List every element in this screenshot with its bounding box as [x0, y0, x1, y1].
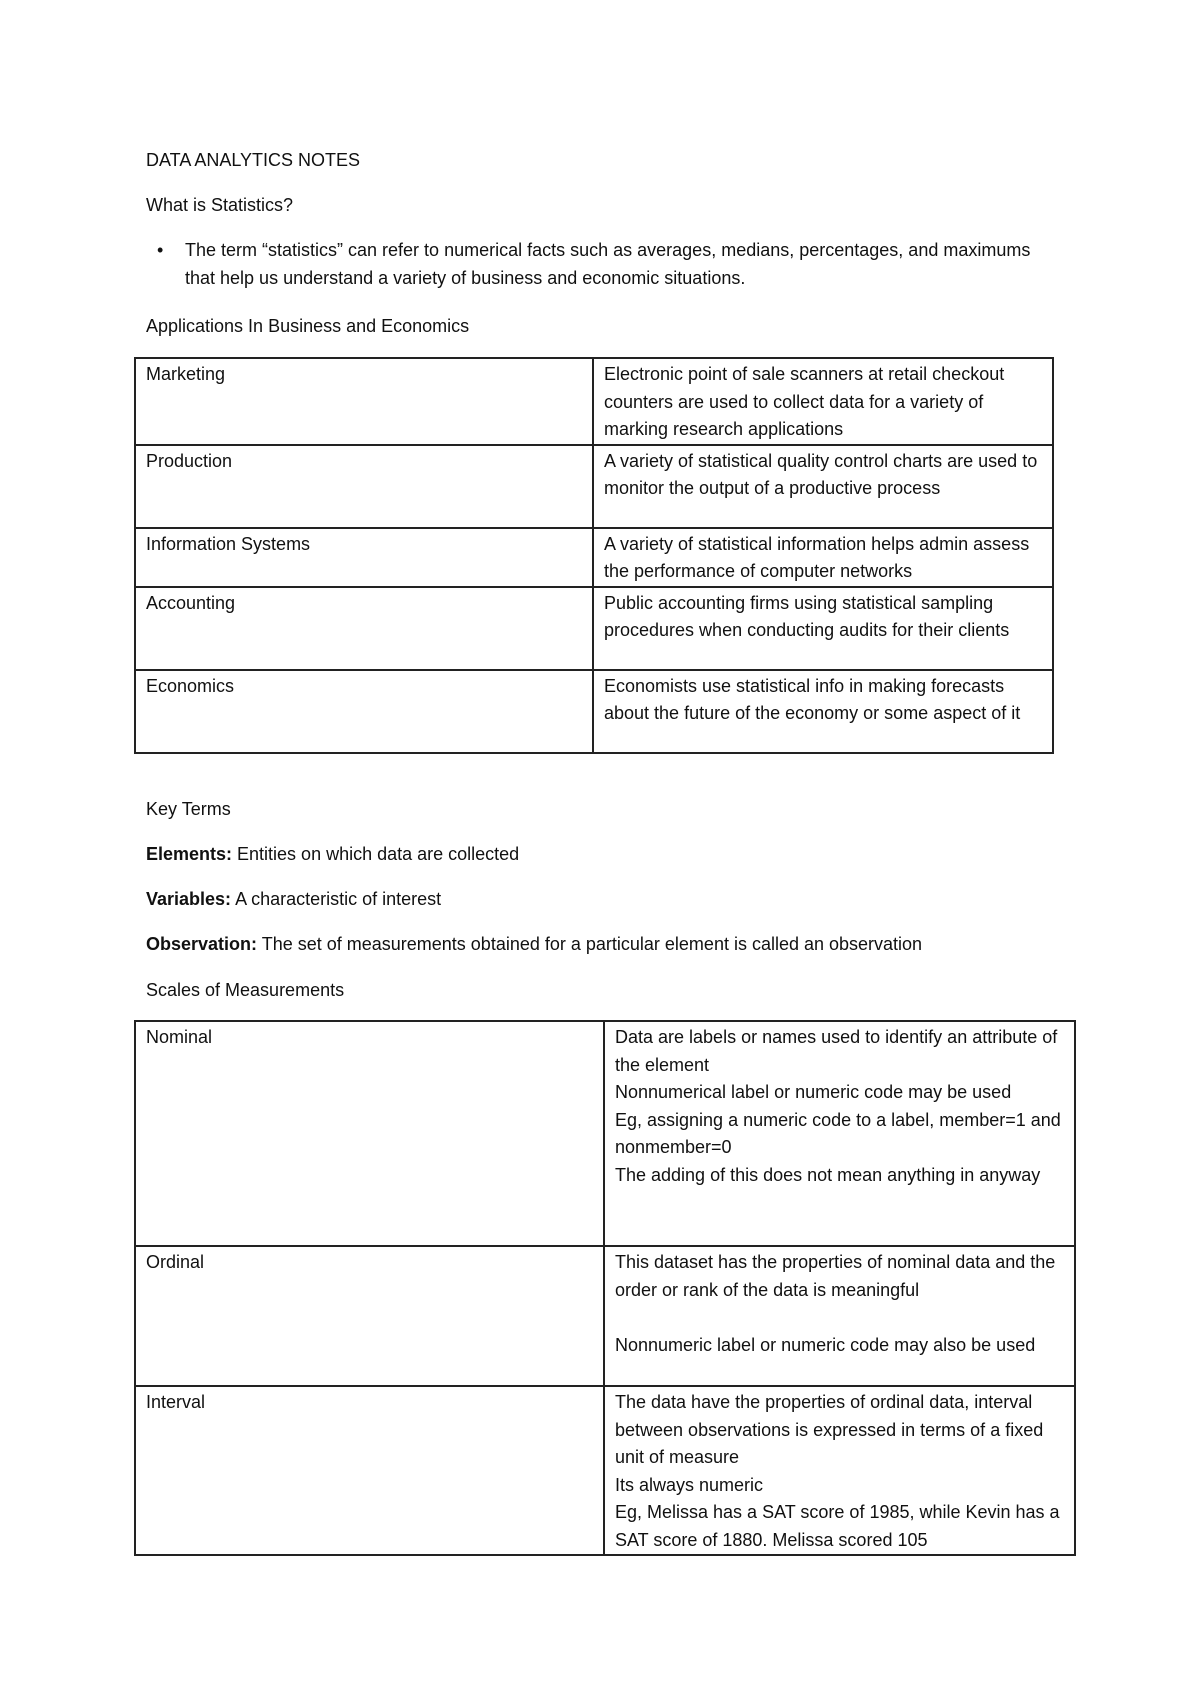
table-cell-scale-name: Interval [135, 1386, 604, 1555]
term-text: A characteristic of interest [231, 889, 442, 909]
table-cell-scale-name: Nominal [135, 1021, 604, 1246]
bullet-icon: • [157, 240, 164, 260]
section-heading-key-terms: Key Terms [146, 799, 231, 819]
term-label: Elements: [146, 844, 233, 864]
table-row [135, 1246, 1075, 1386]
section-heading-what-is-statistics: What is Statistics? [146, 195, 294, 215]
table-cell-scale-name: Ordinal [135, 1246, 604, 1386]
section-heading-scales: Scales of Measurements [146, 980, 345, 1000]
table-cell-field: Marketing [135, 358, 593, 445]
table-cell-description: A variety of statistical quality control charts are used to monitor the output of a productive process [593, 445, 1053, 528]
key-term-variables [146, 885, 441, 913]
table-cell-scale-description: The data have the properties of ordinal data, interval between observations is expressed in terms of a fixed unit of measure Its always numeric Eg, Melissa has a SAT score of 1985, while Kevin has a SAT score of 1880. Melissa scored 105 [604, 1386, 1075, 1555]
table-cell-field: Economics [135, 670, 593, 753]
table-cell-field: Production [135, 445, 593, 528]
table-cell-field: Accounting [135, 587, 593, 670]
term-text: The set of measurements obtained for a particular element is called an observation [257, 934, 923, 954]
table-cell-description: A variety of statistical information helps admin assess the performance of computer networks [593, 528, 1053, 587]
table-row [135, 445, 1053, 528]
key-term-observation [146, 930, 922, 958]
table-row [135, 528, 1053, 587]
table-row [135, 670, 1053, 753]
table-row [135, 1386, 1075, 1555]
scales-table [134, 1020, 1076, 1556]
term-label: Observation: [146, 934, 258, 954]
table-cell-description: Electronic point of sale scanners at retail checkout counters are used to collect data for a variety of marking research applications [593, 358, 1053, 445]
term-label: Variables: [146, 889, 232, 909]
table-row [135, 1021, 1075, 1246]
table-row [135, 358, 1053, 445]
table-cell-description: Public accounting firms using statistical sampling procedures when conducting audits for their clients [593, 587, 1053, 670]
table-cell-field: Information Systems [135, 528, 593, 587]
table-row [135, 587, 1053, 670]
key-term-elements [146, 840, 519, 868]
bullet-item [157, 236, 1045, 292]
bullet-text: The term “statistics” can refer to numerical facts such as averages, medians, percentages, and maximums that help us understand a variety of business and economic situations. [185, 240, 1031, 288]
table-cell-description: Economists use statistical info in making forecasts about the future of the economy or some aspect of it [593, 670, 1053, 753]
section-heading-applications: Applications In Business and Economics [146, 316, 470, 336]
table-cell-scale-description: This dataset has the properties of nominal data and the order or rank of the data is meaningful Nonnumeric label or numeric code may also be used [604, 1246, 1075, 1386]
table-cell-scale-description: Data are labels or names used to identify an attribute of the element Nonnumerical label or numeric code may be used Eg, assigning a numeric code to a label, member=1 and nonmember=0 The adding of this does not mean anything in anyway [604, 1021, 1075, 1246]
document-title: DATA ANALYTICS NOTES [146, 150, 361, 170]
term-text: Entities on which data are collected [232, 844, 520, 864]
applications-table [134, 357, 1054, 754]
